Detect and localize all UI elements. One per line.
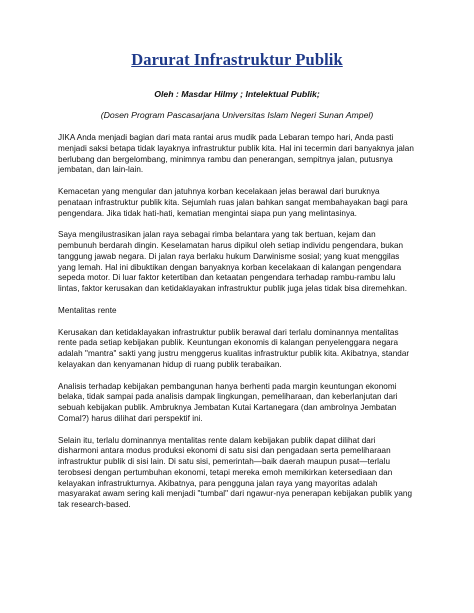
paragraph: JIKA Anda menjadi bagian dari mata rantai arus mudik pada Lebaran tempo hari, Anda pasti menjadi saksi betapa tidak layaknya infrastruktur publik kita. Hal ini tecermin dari banyaknya jalan berlubang dan bergelombang, minimnya rambu dan penerangan, sempitnya jalan, putusnya jembatan, dan lain-lain. [58, 133, 414, 175]
paragraph: Kemacetan yang mengular dan jatuhnya korban kecelakaan jelas berawal dari buruknya penataan infrastruktur publik kita. Sejumlah ruas jalan bahkan sangat membahayakan bagi para pengendara. Jika tidak hati-hati, kematian mengintai siapa pun yang melintasinya. [58, 187, 408, 218]
paragraph: Kerusakan dan ketidaklayakan infrastruktur publik berawal dari terlalu dominannya mentalitas rente pada setiap kebijakan publik. Keuntungan ekonomis di kalangan penyelenggara negara adalah "mantra" sakti yang justru menggerus kualitas infrastruktur publik kita. Akibatnya, standar kelayakan dan kenyamanan hidup di ruang publik terabaikan. [58, 327, 410, 369]
article-title: Darurat Infrastruktur Publik [131, 50, 343, 69]
paragraph: Analisis terhadap kebijakan pembangunan hanya berhenti pada margin keuntungan ekonomi belaka, tidak sampai pada analisis dampak lingkungan, pemeliharaan, dan keberlanjutan dari sebuah kebijakan publik. Ambruknya Jembatan Kutai Kartanegara (dan ambrolnya Jembatan Comal?) harus dilihat dari perspektif ini. [58, 381, 398, 423]
paragraph: Selain itu, terlalu dominannya mentalitas rente dalam kebijakan publik dapat dilihat dari disharmoni antara modus produksi ekonomi di satu sisi dan pengadaan serta pemeliharaan infrastruktur publik di sisi lain. Di satu sisi, pemerintah—baik daerah maupun pusat—terlalu terobsesi dengan pertumbuhan ekonomi, tetapi mereka emoh memikirkan ketersediaan dan kelayakan infrastrukturnya. Akibatnya, para pengguna jalan raya yang mayoritas adalah masyarakat awam sering kali menjadi "tumbal" dari ngawur-nya penerapan kebijakan publik yang tak research-based. [58, 435, 413, 509]
author-affiliation: (Dosen Program Pascasarjana Universitas Islam Negeri Sunan Ampel) [100, 110, 374, 120]
section-heading: Mentalitas rente [58, 305, 117, 315]
article-body [58, 133, 416, 511]
author-line: Oleh : Masdar Hilmy ; Intelektual Publik; [154, 89, 320, 99]
paragraph: Saya mengilustrasikan jalan raya sebagai rimba belantara yang tak bertuan, kejam dan pembunuh berdarah dingin. Keselamatan harus dipikul oleh setiap individu pengendara, bukan tanggung jawab negara. Di jalan raya berlaku hukum Darwinisme sosial; yang kuat menggilas yang lemah. Hal ini dibuktikan dengan banyaknya korban kecelakaan di kalangan pengendara sepeda motor. Di luar faktor ketertiban dan ketaatan pengendara terhadap rambu-rambu lalu lintas, faktor kerusakan dan ketidaklayakan infrastruktur publik juga jelas tidak bisa diremehkan. [58, 230, 408, 293]
